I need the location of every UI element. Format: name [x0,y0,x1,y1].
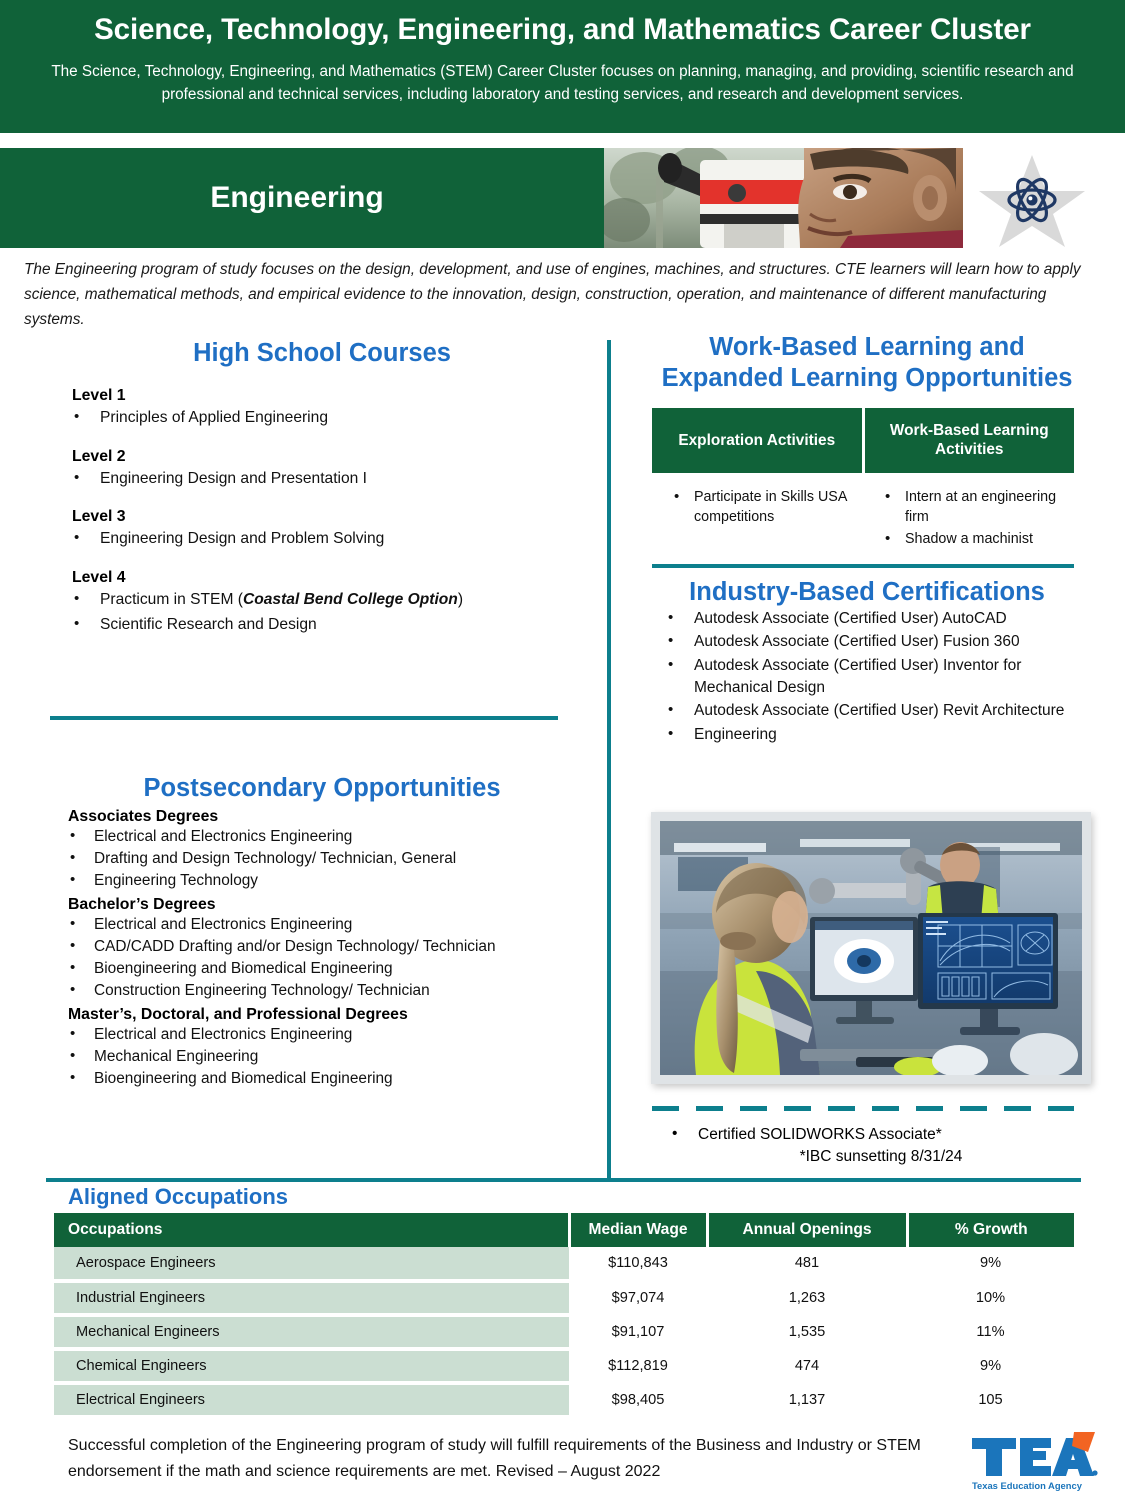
program-title: Engineering [210,181,384,214]
cell-median-wage: $97,074 [569,1281,707,1315]
degree-group-heading: Master’s, Doctoral, and Professional Degrees [68,1006,408,1024]
course-item: • Engineering Design and Problem Solving [46,528,598,551]
degree-group-heading: Associates Degrees [68,808,219,826]
cell-median-wage: $110,843 [569,1247,707,1281]
certification-item: • Autodesk Associate (Certified User) Inventor for Mechanical Design [632,655,1102,700]
wbl-activities-header: Work-Based Learning Activities [863,408,1074,473]
cell-occupation: Mechanical Engineers [54,1315,569,1349]
career-cluster-header [0,0,1125,133]
sunset-certification-divider [652,1106,1074,1111]
degree-item: • Mechanical Engineering [46,1046,598,1068]
bachelors-degree-list [46,914,598,1002]
cell-occupation: Aerospace Engineers [54,1247,569,1281]
program-description: The Engineering program of study focuses on the design, development, and use of engines, machines, and structures. CTE learners will learn how to apply science, mathematical methods, and empirical evidence to the innovation, design, construction, operation, and maintenance of different manufacturing systems. [24,261,1081,328]
high-school-courses-title: High School Courses [193,339,451,367]
course-suffix: ) [457,590,464,608]
course-item: • Engineering Design and Presentation I [46,468,598,491]
cell-annual-openings: 474 [707,1349,907,1383]
cell-annual-openings: 481 [707,1247,907,1281]
cell-growth: 9% [907,1247,1074,1281]
degree-item: • Electrical and Electronics Engineering [46,1024,598,1046]
associates-degree-list [46,826,598,892]
level-heading: Level 4 [72,568,126,586]
left-column [46,338,598,636]
certification-item: • Engineering [632,724,1102,746]
cell-annual-openings: 1,535 [707,1315,907,1349]
course-emphasis: Coastal Bend College Option [242,590,458,608]
column-divider [607,340,611,1178]
stem-star-atom-icon [978,152,1086,247]
occupations-section-divider [46,1178,1081,1182]
cell-growth: 11% [907,1315,1074,1349]
table-header-row [54,1213,1074,1247]
aligned-occupations-title: Aligned Occupations [68,1184,289,1209]
table-row [54,1349,1074,1383]
column-header-median-wage: Median Wage [569,1213,707,1247]
table-row [54,1247,1074,1281]
degree-item: • Electrical and Electronics Engineering [46,826,598,848]
exploration-activities-list [652,487,863,528]
cell-growth: 105 [907,1383,1074,1417]
course-item [46,589,598,612]
cell-median-wage: $98,405 [569,1383,707,1417]
sunset-footnote: *IBC sunsetting 8/31/24 [799,1148,963,1166]
industry-certifications-list [632,608,1102,747]
table-body-row [652,473,1074,550]
cell-annual-openings: 1,137 [707,1383,907,1417]
degree-item: • Bioengineering and Biomedical Engineering [46,958,598,980]
surveyor-photo [604,148,963,248]
column-header-occupations: Occupations [54,1213,569,1247]
work-based-learning-title [632,332,1102,394]
table-row [54,1315,1074,1349]
activity-item: • Intern at an engineering firm [863,487,1074,528]
degree-item: • Bioengineering and Biomedical Engineering [46,1068,598,1090]
wbl-activities-cell [863,473,1074,550]
cell-median-wage: $112,819 [569,1349,707,1383]
footer-note: Successful completion of the Engineering program of study will fulfill requirements of the Business and Industry or STEM endorsement if the math and science requirements are met. Revised – August 2022 [68,1437,921,1480]
sunset-certification-note [652,1124,1082,1169]
exploration-activities-cell [652,473,863,550]
exploration-activities-header: Exploration Activities [652,408,863,473]
table-header-row [652,408,1074,473]
right-column [632,332,1102,746]
career-cluster-title: Science, Technology, Engineering, and Mathematics Career Cluster [94,13,1031,46]
postsecondary-section [46,773,598,1090]
level-heading: Level 3 [72,508,126,526]
wbl-title-line-2: Expanded Learning Opportunities [661,364,1073,393]
industry-certifications-title: Industry-Based Certifications [689,577,1045,606]
level-1-course-list [46,407,598,430]
degree-item: • Construction Engineering Technology/ Technician [46,980,598,1002]
cell-occupation: Industrial Engineers [54,1281,569,1315]
cell-occupation: Electrical Engineers [54,1383,569,1417]
degree-item: • Engineering Technology [46,870,598,892]
course-item: • Scientific Research and Design [46,614,598,637]
level-heading: Level 1 [72,387,126,405]
course-text: Practicum in STEM ( [100,590,243,608]
cell-growth: 9% [907,1349,1074,1383]
degree-item: • Drafting and Design Technology/ Technician, General [46,848,598,870]
degree-item: • CAD/CADD Drafting and/or Design Technology/ Technician [46,936,598,958]
aligned-occupations-table [54,1213,1074,1419]
certification-item: • Autodesk Associate (Certified User) AutoCAD [632,608,1102,630]
wbl-activities-list [863,487,1074,550]
engineers-at-cad-workstation-photo [651,812,1091,1084]
course-item: • Principles of Applied Engineering [46,407,598,430]
cell-occupation: Chemical Engineers [54,1349,569,1383]
career-cluster-description: The Science, Technology, Engineering, and Mathematics (STEM) Career Cluster focuses on planning, managing, and providing, scientific research and professional and technical services, including laboratory and testing services, and research and development services. [51,63,1074,103]
cell-median-wage: $91,107 [569,1315,707,1349]
certification-item: • Autodesk Associate (Certified User) Revit Architecture [632,700,1102,722]
certifications-divider [652,564,1074,568]
tea-agency-logo [968,1432,1100,1494]
tea-logo-subtitle: Texas Education Agency [972,1480,1082,1491]
table-row [54,1281,1074,1315]
work-based-learning-table [652,408,1074,549]
level-3-course-list [46,528,598,551]
cell-annual-openings: 1,263 [707,1281,907,1315]
graduate-degree-list [46,1024,598,1090]
degree-group-heading: Bachelor’s Degrees [68,896,216,914]
wbl-title-line-1: Work-Based Learning and [709,333,1025,361]
level-2-course-list [46,468,598,491]
activity-item: • Shadow a machinist [863,529,1074,549]
left-section-divider [50,716,558,720]
table-row [54,1383,1074,1417]
program-banner [0,148,963,248]
solidworks-certification-item: • Certified SOLIDWORKS Associate* [652,1124,1082,1146]
activity-item: • Participate in Skills USA competitions [652,487,863,528]
column-header-annual-openings: Annual Openings [707,1213,907,1247]
postsecondary-title: Postsecondary Opportunities [143,774,501,802]
column-header-growth: % Growth [907,1213,1074,1247]
certification-item: • Autodesk Associate (Certified User) Fusion 360 [632,631,1102,653]
level-4-course-list [46,589,598,636]
degree-item: • Electrical and Electronics Engineering [46,914,598,936]
cell-growth: 10% [907,1281,1074,1315]
level-heading: Level 2 [72,447,126,465]
